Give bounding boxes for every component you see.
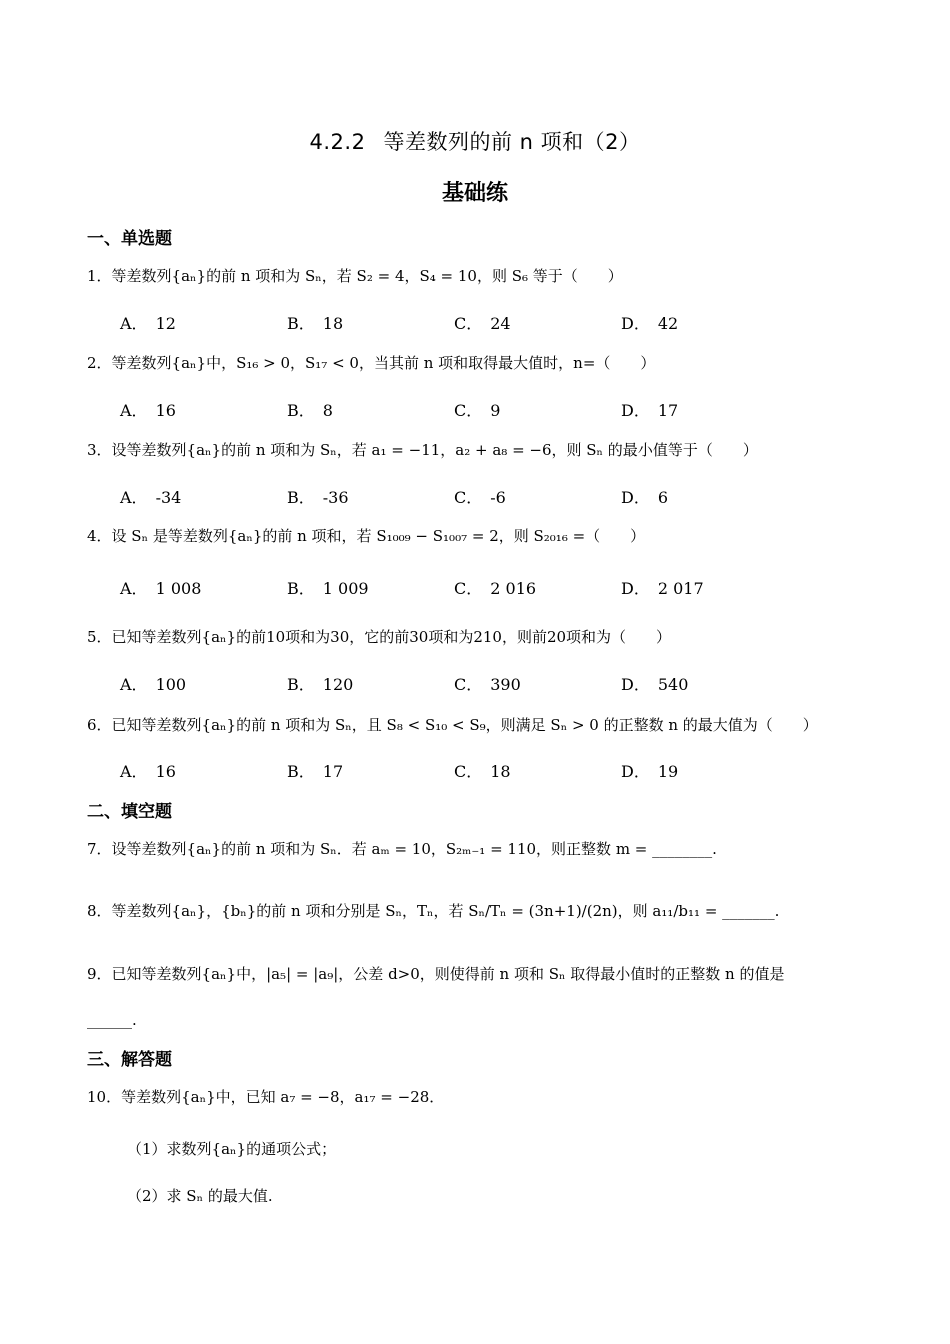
- option-d: D． 17: [621, 401, 679, 420]
- option-b: B． -36: [287, 488, 349, 507]
- option-b: B． 8: [287, 401, 333, 420]
- question-2: 2．等差数列{aₙ}中，S₁₆ > 0，S₁₇ < 0，当其前 n 项和取得最大值时，n=（ ）: [87, 354, 656, 372]
- option-b: B． 17: [287, 762, 344, 781]
- option-d: D． 6: [621, 488, 669, 507]
- option-c: C． -6: [454, 488, 506, 507]
- question-5: 5．已知等差数列{aₙ}的前10项和为30，它的前30项和为210，则前20项和为（ ）: [87, 628, 672, 646]
- question-6: 6．已知等差数列{aₙ}的前 n 项和为 Sₙ，且 S₈ < S₁₀ < S₉，则满足 Sₙ > 0 的正整数 n 的最大值为（ ）: [87, 716, 818, 734]
- option-c: C． 2 016: [454, 579, 537, 598]
- question-10-part-2: （2）求 Sₙ 的最大值.: [127, 1187, 273, 1205]
- option-a: A． -34: [120, 488, 182, 507]
- option-d: D． 19: [621, 762, 679, 781]
- question-8: 8．等差数列{aₙ}，{bₙ}的前 n 项和分别是 Sₙ，Tₙ，若 Sₙ/Tₙ = (3n+1)/(2n)，则 a₁₁/b₁₁ = _______.: [87, 902, 780, 920]
- title-text: 等差数列的前 n 项和（2）: [383, 130, 641, 154]
- question-10-part-1: （1）求数列{aₙ}的通项公式；: [127, 1140, 337, 1158]
- question-3: 3．设等差数列{aₙ}的前 n 项和为 Sₙ，若 a₁ = −11，a₂ + a₈ = −6，则 Sₙ 的最小值等于（ ）: [87, 441, 758, 459]
- question-7: 7．设等差数列{aₙ}的前 n 项和为 Sₙ．若 aₘ = 10，S₂ₘ₋₁ = 110，则正整数 m = ________.: [87, 840, 717, 858]
- option-a: A． 1 008: [120, 579, 202, 598]
- question-1: 1．等差数列{aₙ}的前 n 项和为 Sₙ，若 S₂ = 4，S₄ = 10，则 S₆ 等于（ ）: [87, 267, 623, 285]
- page-subtitle: 基础练: [441, 181, 508, 206]
- option-b: B． 1 009: [287, 579, 369, 598]
- option-a: A． 100: [120, 675, 187, 694]
- option-c: C． 390: [454, 675, 521, 694]
- option-d: D． 540: [621, 675, 689, 694]
- option-c: C． 9: [454, 401, 501, 420]
- option-d: D． 42: [621, 314, 679, 333]
- option-a: A． 12: [120, 314, 176, 333]
- option-b: B． 120: [287, 675, 354, 694]
- question-9-blank: ______.: [87, 1011, 137, 1029]
- question-10: 10．等差数列{aₙ}中，已知 a₇ = −8，a₁₇ = −28．: [87, 1088, 445, 1106]
- section-heading-fill-in: 二、填空题: [87, 802, 172, 822]
- title-number: 4.2.2: [309, 130, 366, 154]
- page-title: [0, 126, 950, 156]
- option-a: A． 16: [120, 401, 176, 420]
- option-c: C． 18: [454, 762, 511, 781]
- option-c: C． 24: [454, 314, 511, 333]
- section-heading-single-choice: 一、单选题: [87, 229, 172, 249]
- option-d: D． 2 017: [621, 579, 704, 598]
- section-heading-solution: 三、解答题: [87, 1050, 172, 1070]
- option-b: B． 18: [287, 314, 344, 333]
- question-9: 9．已知等差数列{aₙ}中，|a₅| = |a₉|，公差 d>0，则使得前 n 项和 Sₙ 取得最小值时的正整数 n 的值是: [87, 965, 785, 983]
- option-a: A． 16: [120, 762, 176, 781]
- question-4: 4．设 Sₙ 是等差数列{aₙ}的前 n 项和，若 S₁₀₀₉ − S₁₀₀₇ = 2，则 S₂₀₁₆ =（ ）: [87, 527, 646, 545]
